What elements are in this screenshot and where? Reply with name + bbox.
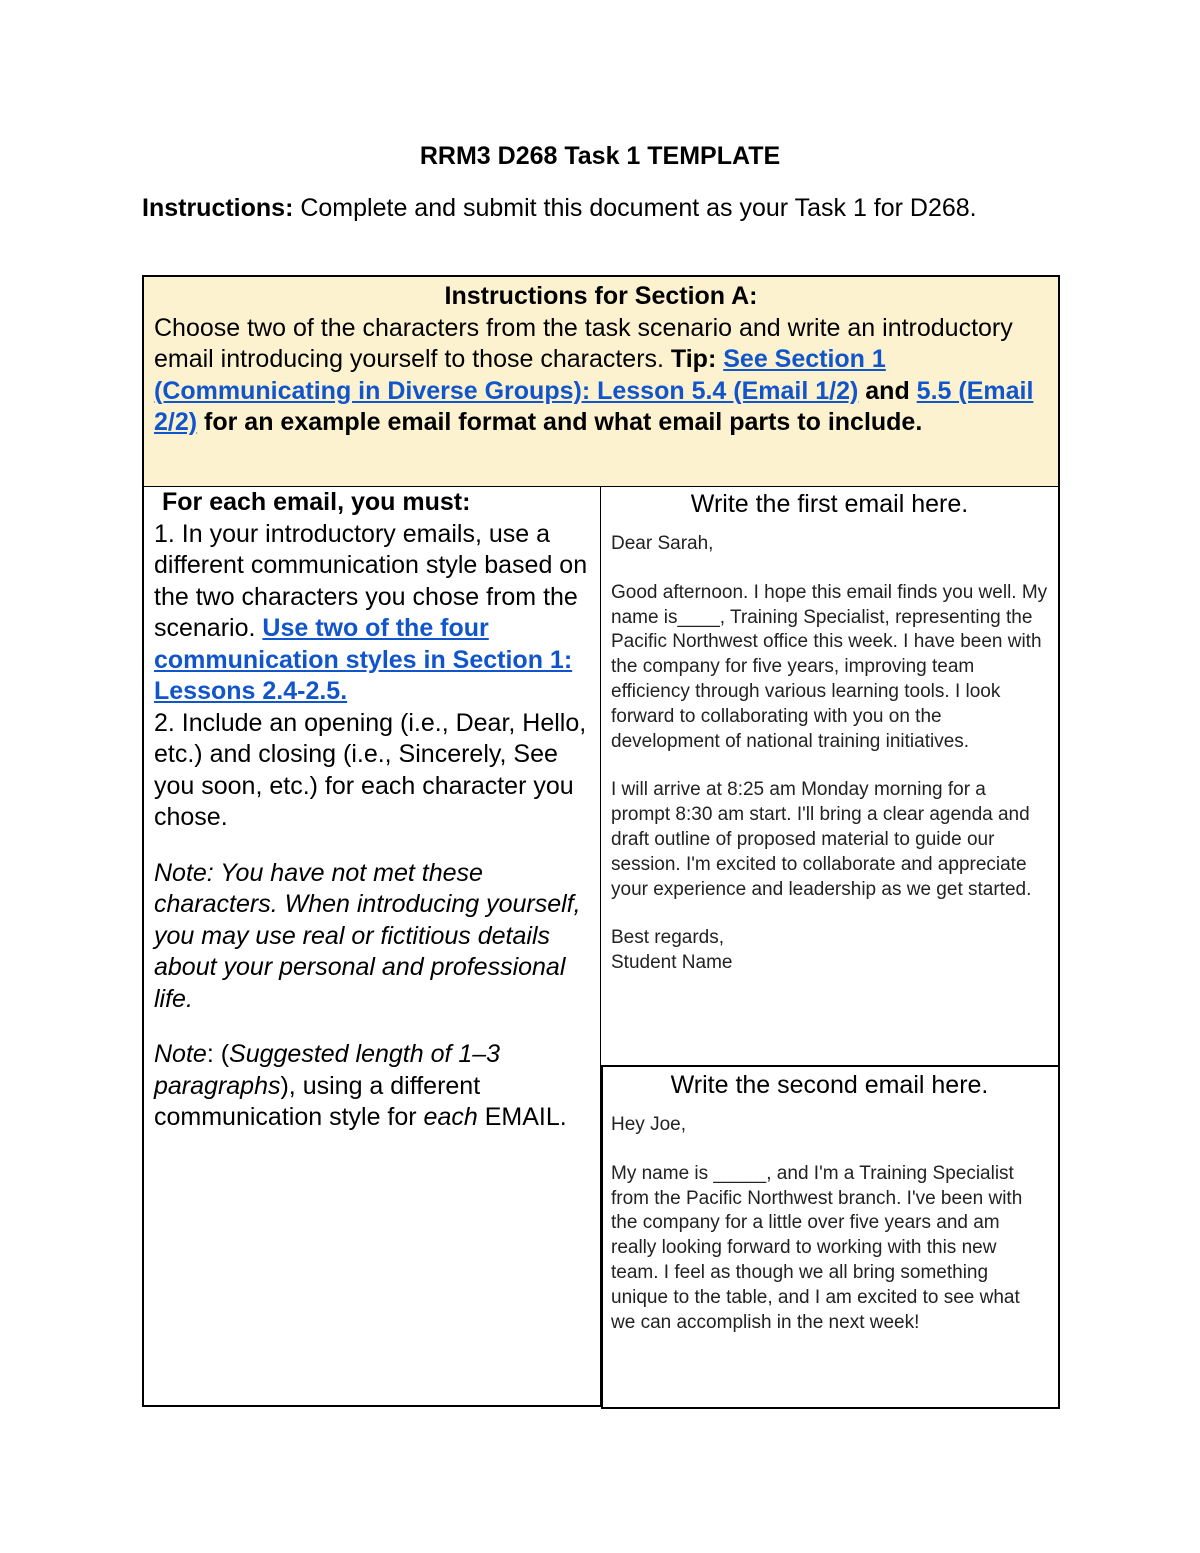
section-a-tail: for an example email format and what email parts to include. [197,408,923,436]
first-email-cell[interactable] [601,487,1060,1067]
note2-mid: ), using a different communication style for [154,1071,481,1131]
lesson-5-5-link[interactable]: 5.5 (Email 2/2) [154,376,1034,436]
first-email-paragraph-2: I will arrive at 8:25 am Monday morning for a prompt 8:30 am start. I'll bring a clear agenda and draft outline of proposed material to guide our session. I'm excited to collaborate and appreciate your experience and leadership as we get started. [611,779,1032,900]
document-title: RRM3 D268 Task 1 TEMPLATE [419,142,781,170]
first-email-closing: Best regards, [611,927,724,949]
tip-label: Tip: [670,345,724,373]
note2-end: EMAIL. [477,1103,567,1131]
first-email-greeting: Dear Sarah, [611,533,714,554]
section-a-body [154,313,1048,439]
note2-colon: : ( [206,1040,230,1068]
section-a-body-text: Choose two of the characters from the task scenario and write an introductory email introducing yourself to those characters. [154,313,1013,373]
first-email-heading: Write the first email here. [690,490,969,518]
second-email-paragraph-1: My name is _____, and I'm a Training Specialist from the Pacific Northwest branch. I've been with the company for a little over five years and am really looking forward to working with this new team. I feel as though we all bring something unique to the table, and I am excited to see what we can accomplish in the next week! [611,1162,1023,1333]
requirement-item-1-text: 1. In your introductory emails, use a different communication style based on the two characters you chose from the scenario. [154,519,588,642]
requirements-heading: For each email, you must: [162,488,471,516]
communication-styles-link[interactable]: Use two of the four communication styles in Section 1: Lessons 2.4-2.5. [154,614,573,705]
note2-label: Note [154,1040,207,1068]
first-email-signature: Student Name [611,952,733,974]
document-instructions [142,192,1022,224]
requirement-item-2: 2. Include an opening (i.e., Dear, Hello, etc.) and closing (i.e., Sincerely, See you soon, etc.) for each character you chose. [154,708,587,831]
second-email-heading: Write the second email here. [670,1071,989,1099]
lesson-5-4-link[interactable]: See Section 1 (Communicating in Diverse Groups): Lesson 5.4 (Email 1/2) [154,345,886,405]
note-suggested-length [154,1039,590,1134]
email-requirements-cell [142,487,601,1407]
section-a-instructions-box [142,275,1060,487]
instructions-text: Complete and submit this document as your Task 1 for D268. [293,194,977,222]
note-not-met: Note: You have not met these characters. When introducing yourself, you may use real or fictitious details about your personal and professional life. [154,858,581,1013]
first-email-paragraph-1: Good afternoon. I hope this email finds you well. My name is____, Training Specialist, representing the Pacific Northwest office this week. I have been with the company for five years, improving team efficiency through various learning tools. I look forward to collaborating with you on the development of national training initiatives. [611,581,1048,752]
note2-each: each [423,1103,478,1131]
second-email-cell[interactable] [601,1067,1060,1409]
section-a-heading: Instructions for Section A: [444,282,758,310]
and-text: and [858,376,917,405]
second-email-greeting: Hey Joe, [611,1114,686,1135]
instructions-label: Instructions: [142,194,294,222]
note2-length: Suggested length of 1–3 paragraphs [154,1040,501,1100]
requirement-item-1 [154,519,590,708]
